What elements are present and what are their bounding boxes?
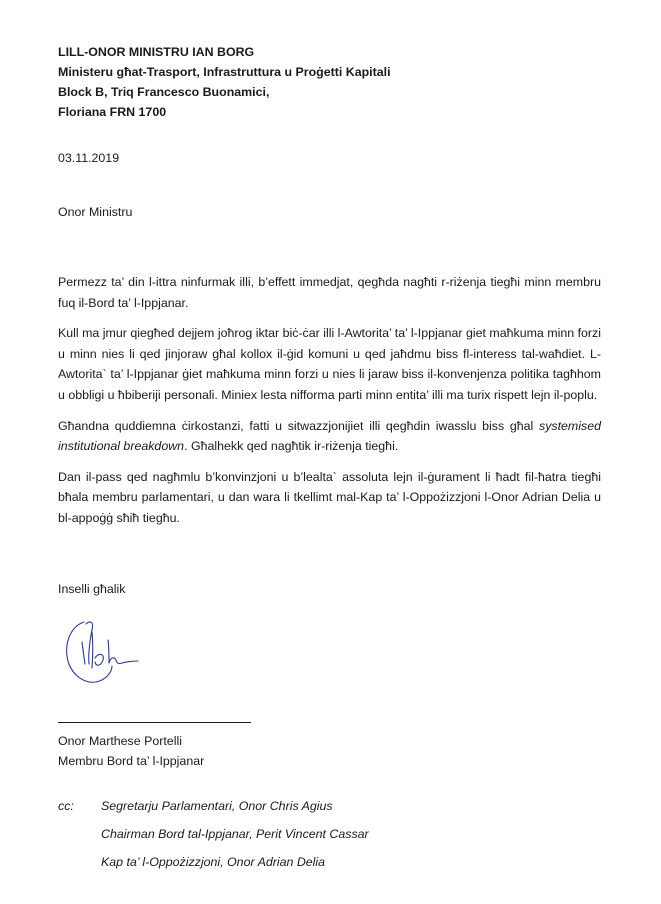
salutation: Onor Ministru <box>58 205 133 219</box>
recipient-name: LILL-ONOR MINISTRU IAN BORG <box>58 45 255 59</box>
recipient-ministry: Ministeru għat-Trasport, Infrastruttura u Proġetti Kapitali <box>58 65 391 79</box>
signer-title: Membru Bord ta’ l-Ippjanar <box>58 754 205 768</box>
letter-date: 03.11.2019 <box>58 151 120 165</box>
letter-body <box>58 272 601 539</box>
recipient-city: Floriana FRN 1700 <box>58 105 167 119</box>
recipient-street: Block B, Triq Francesco Buonamici, <box>58 85 270 99</box>
cc-list <box>101 799 369 883</box>
cc-item: Chairman Bord tal-Ippjanar, Perit Vincent Cassar <box>101 827 369 841</box>
paragraph-3-end: . Għalhekk qed nagħtik ir-riżenja tiegħi. <box>184 439 399 454</box>
handwritten-signature <box>62 612 147 692</box>
signer-block <box>58 731 204 771</box>
cc-item: Segretarju Parlamentari, Onor Chris Agius <box>101 799 333 813</box>
paragraph-3-italic: systemised institutional breakdown <box>58 418 601 454</box>
cc-label: cc: <box>58 799 74 813</box>
paragraph-4: Dan il-pass qed nagħmlu b’konvinzjoni u b’lealta` assoluta lejn il-ġurament li ħadt fil-ħatra tiegħi bħala membru parlamentari, u dan wara li tkellimt mal-Kap ta’ l-Oppożizzjoni l-Onor Adrian Delia u bl-appoġġ sħiħ tiegħu. <box>58 469 601 525</box>
signer-name: Onor Marthese Portelli <box>58 734 182 748</box>
signature-line <box>58 722 251 723</box>
cc-item: Kap ta’ l-Oppożizzjoni, Onor Adrian Delia <box>101 855 326 869</box>
paragraph-3 <box>58 416 601 457</box>
closing: Inselli għalik <box>58 582 126 596</box>
paragraph-2: Kull ma jmur qiegħed dejjem joħrog iktar biċ-ċar illi l-Awtorita’ ta’ l-Ippjanar giet maħkuma minn forzi u minn nies li qed jinjoraw għal kollox il-ġid komuni u qed jaħdmu biss fl-interess tal-waħdiet. L-Awtorita` ta’ l-Ippjanar ġiet maħkuma minn forzi u nies li jaraw biss il-konvenjenza politika tagħhom u obbligi u ħbiberiji personali. Miniex lesta nifforma parti minn entita’ illi ma turix rispett lejn il-poplu. <box>58 326 601 402</box>
paragraph-1: Permezz ta’ din l-ittra ninfurmak illi, b’effett immedjat, qegħda nagħti r-riżenja tiegħi minn membru fuq il-Bord ta’ l-Ippjanar. <box>58 275 601 310</box>
paragraph-3-start: Għandna quddiemna ċirkostanzi, fatti u sitwazzjonijiet illi qegħdin iwasslu biss għal <box>58 418 540 433</box>
recipient-address <box>58 42 391 122</box>
